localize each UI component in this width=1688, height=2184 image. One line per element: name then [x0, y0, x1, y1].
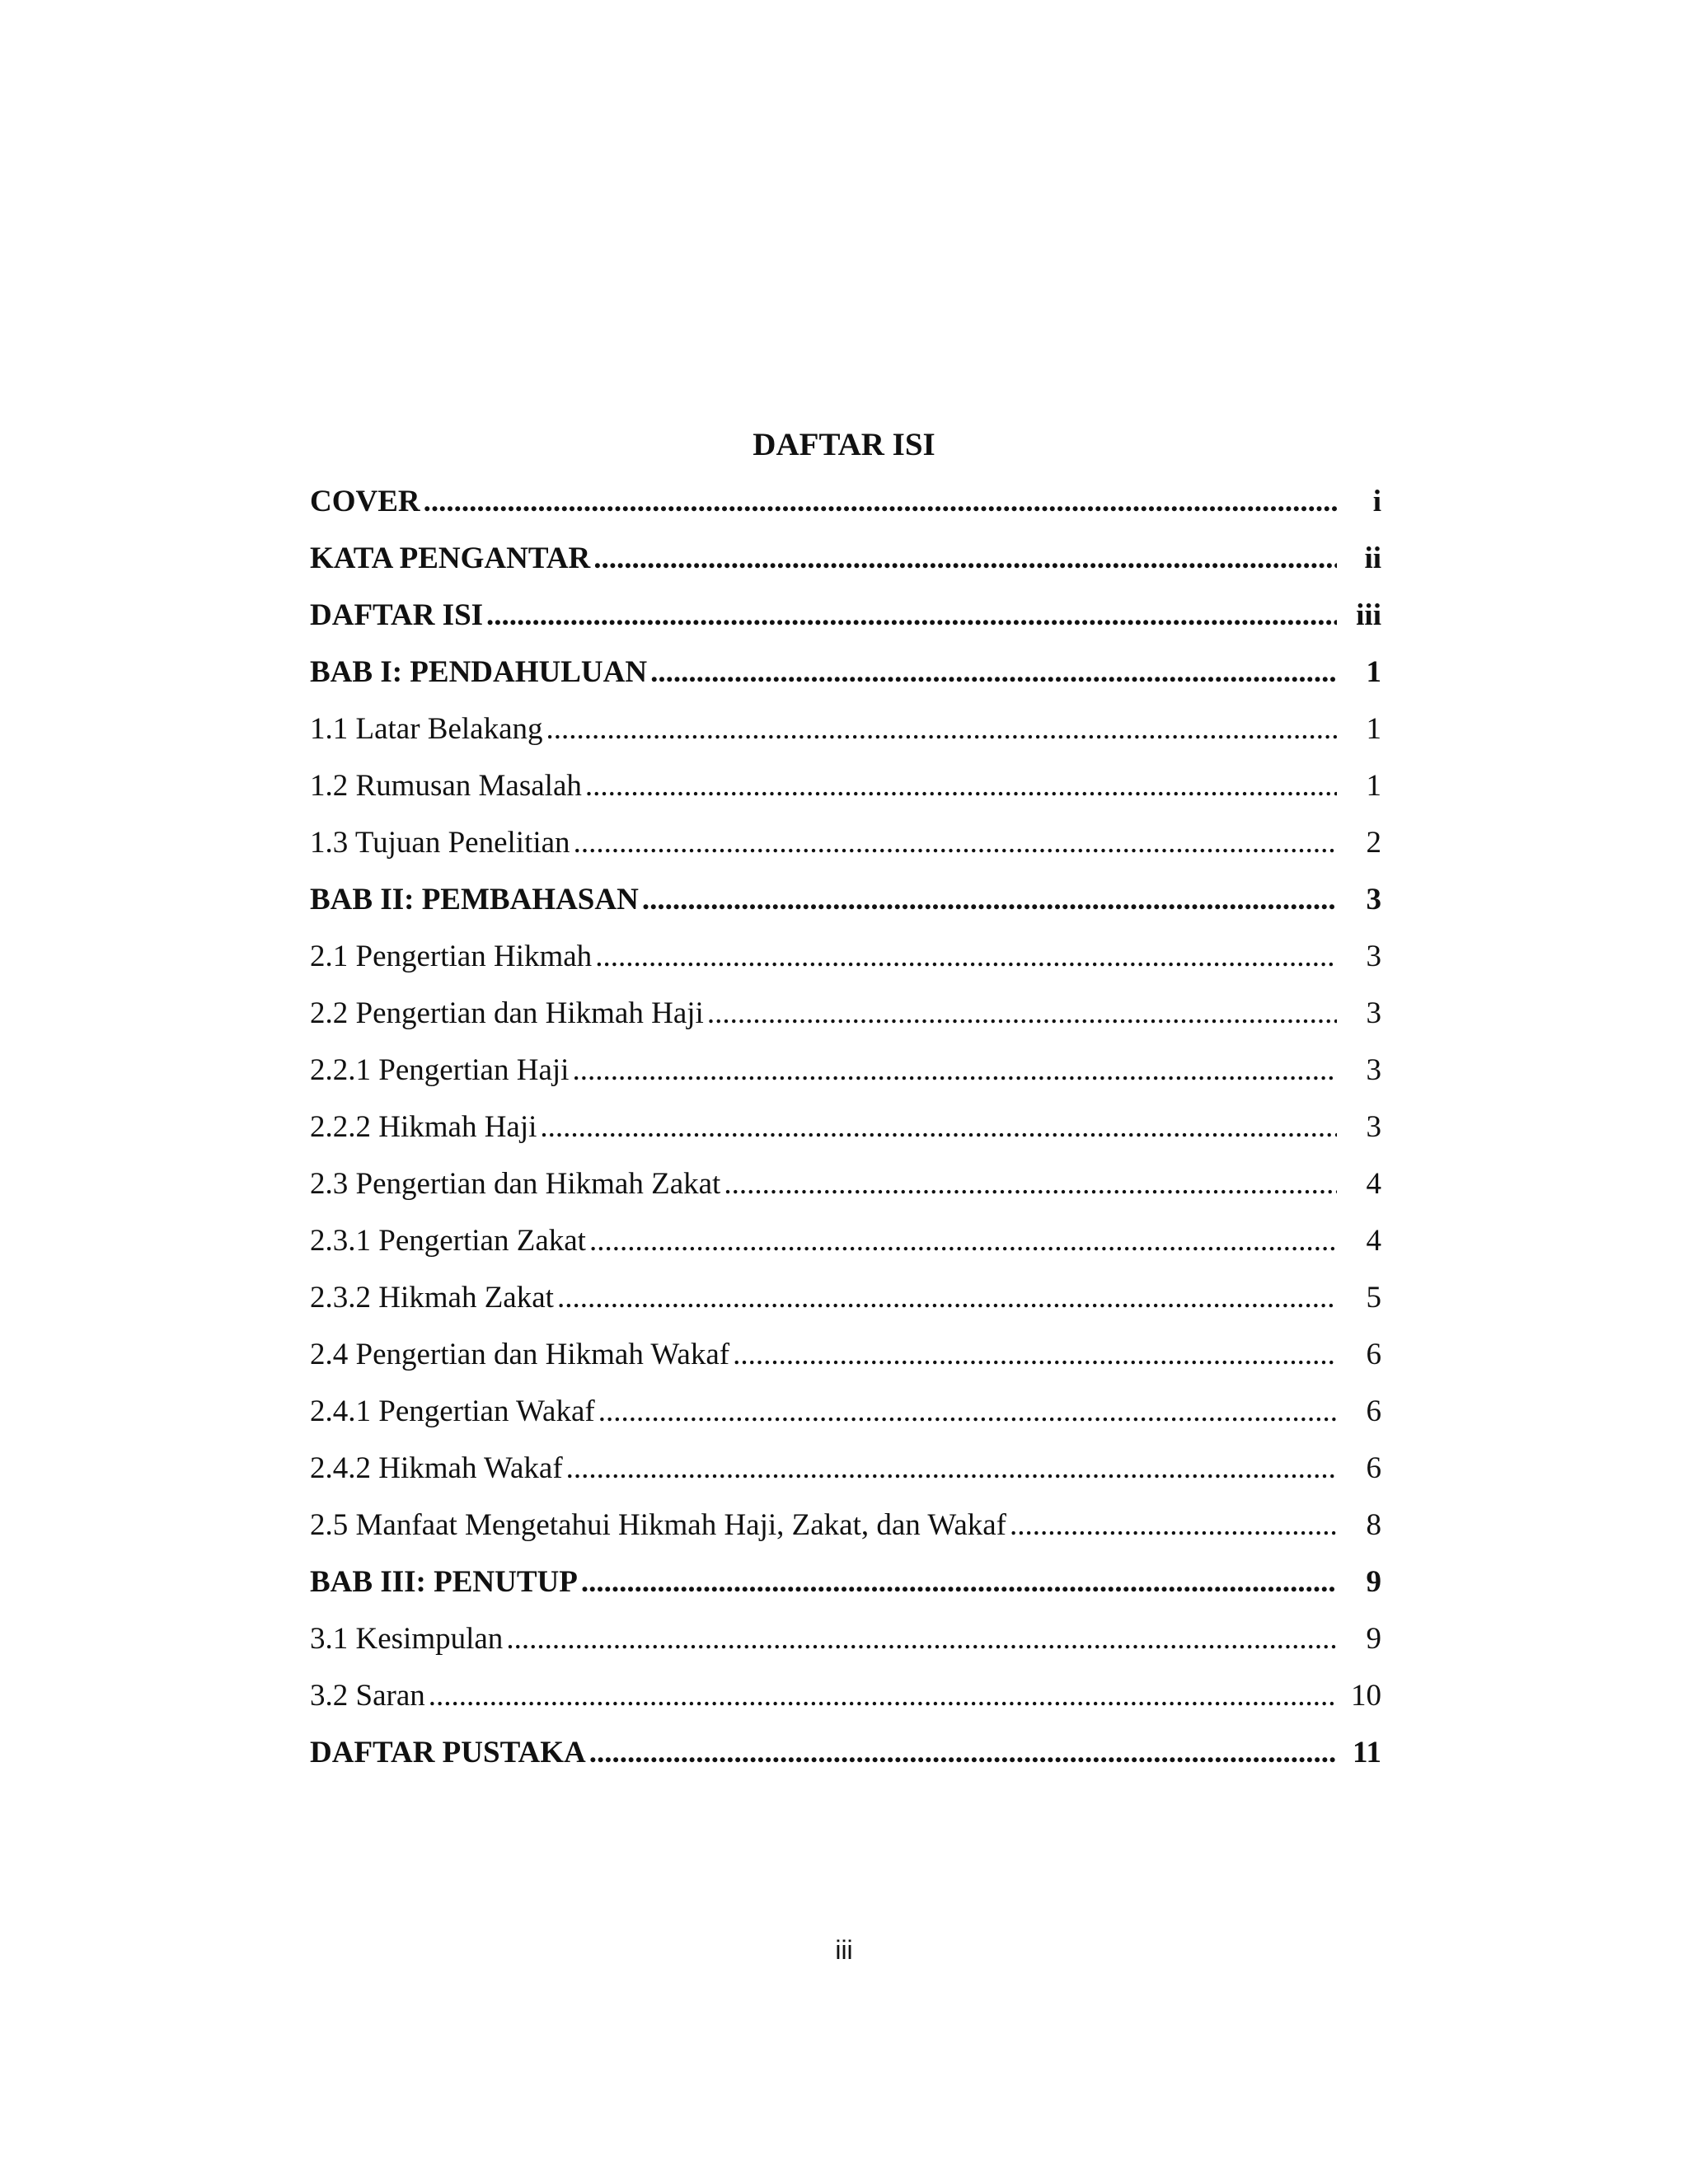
- toc-entry: [310, 1269, 1381, 1326]
- toc-entry-label: 1.3 Tujuan Penelitian: [310, 826, 570, 860]
- toc-entry-page: 2: [1366, 826, 1381, 860]
- toc-leader-dots: [733, 1326, 1337, 1383]
- toc-leader-dots: [585, 757, 1337, 814]
- toc-entry: [310, 1554, 1381, 1610]
- toc-entry: [310, 1724, 1381, 1781]
- toc-entry: [310, 1212, 1381, 1269]
- toc-entry-label: 2.2 Pengertian dan Hikmah Haji: [310, 996, 704, 1030]
- toc-entry-page: 1: [1366, 655, 1381, 689]
- toc-leader-dots: [574, 814, 1337, 871]
- toc-entry: [310, 814, 1381, 871]
- toc-entry-label: 2.2.1 Pengertian Haji: [310, 1053, 570, 1087]
- toc-leader-dots: [486, 587, 1337, 644]
- toc-list: [310, 473, 1381, 1781]
- page-number: iii: [835, 1935, 853, 1965]
- toc-entry: [310, 644, 1381, 701]
- toc-leader-dots: [424, 473, 1337, 530]
- toc-entry-page: i: [1372, 485, 1381, 518]
- toc-entry-label: 3.1 Kesimpulan: [310, 1622, 504, 1656]
- toc-entry-page: 6: [1366, 1451, 1381, 1485]
- toc-entry-label: 1.2 Rumusan Masalah: [310, 769, 582, 803]
- toc-entry: [310, 587, 1381, 644]
- toc-leader-dots: [724, 1155, 1337, 1212]
- toc-entry-page: 9: [1366, 1565, 1381, 1599]
- toc-entry: [310, 701, 1381, 757]
- toc-entry-label: KATA PENGANTAR: [310, 541, 591, 575]
- toc-entry: [310, 928, 1381, 985]
- toc-entry: [310, 1610, 1381, 1667]
- toc-entry-label: DAFTAR PUSTAKA: [310, 1736, 586, 1769]
- toc-entry: [310, 1440, 1381, 1497]
- toc-entry-page: 10: [1351, 1679, 1381, 1713]
- toc-entry-page: 9: [1366, 1622, 1381, 1656]
- toc-entry-page: 6: [1366, 1338, 1381, 1371]
- toc-entry-label: 2.2.2 Hikmah Haji: [310, 1110, 537, 1144]
- toc-leader-dots: [540, 1099, 1337, 1155]
- toc-entry-label: DAFTAR ISI: [310, 598, 484, 632]
- toc-entry-label: BAB III: PENUTUP: [310, 1565, 578, 1599]
- toc-leader-dots: [546, 701, 1337, 757]
- toc-leader-dots: [1010, 1497, 1337, 1554]
- toc-leader-dots: [593, 530, 1337, 587]
- toc-leader-dots: [595, 928, 1337, 985]
- toc-leader-dots: [650, 644, 1337, 701]
- toc-entry: [310, 1497, 1381, 1554]
- toc-entry: [310, 1667, 1381, 1724]
- toc-entry-page: 4: [1366, 1224, 1381, 1258]
- toc-entry: [310, 985, 1381, 1042]
- toc-entry: [310, 1099, 1381, 1155]
- toc-leader-dots: [506, 1610, 1337, 1667]
- toc-entry-page: 8: [1366, 1508, 1381, 1542]
- toc-entry-page: iii: [1356, 598, 1381, 632]
- toc-entry-page: 1: [1366, 769, 1381, 803]
- toc-entry: [310, 1042, 1381, 1099]
- toc-entry-label: 3.2 Saran: [310, 1679, 425, 1713]
- toc-entry-page: 5: [1366, 1281, 1381, 1315]
- toc-entry-label: 2.3.1 Pengertian Zakat: [310, 1224, 586, 1258]
- toc-entry: [310, 1383, 1381, 1440]
- toc-entry-page: 3: [1366, 940, 1381, 973]
- toc-entry: [310, 1155, 1381, 1212]
- toc-leader-dots: [557, 1269, 1337, 1326]
- toc-leader-dots: [589, 1212, 1337, 1269]
- toc-entry-page: 11: [1353, 1736, 1381, 1769]
- toc-leader-dots: [572, 1042, 1337, 1099]
- toc-leader-dots: [566, 1440, 1337, 1497]
- toc-leader-dots: [429, 1667, 1337, 1724]
- toc-entry-page: 3: [1366, 883, 1381, 916]
- toc-entry-label: 2.4.2 Hikmah Wakaf: [310, 1451, 563, 1485]
- toc-entry-page: 3: [1366, 1053, 1381, 1087]
- toc-entry: [310, 757, 1381, 814]
- toc-entry-label: 1.1 Latar Belakang: [310, 712, 543, 746]
- toc-entry-label: BAB II: PEMBAHASAN: [310, 883, 639, 916]
- toc-entry-label: 2.3.2 Hikmah Zakat: [310, 1281, 554, 1315]
- toc-entry-label: 2.5 Manfaat Mengetahui Hikmah Haji, Zakat, dan Wakaf: [310, 1508, 1007, 1542]
- toc-entry: [310, 530, 1381, 587]
- toc-entry-page: 1: [1366, 712, 1381, 746]
- toc-entry-label: 2.4.1 Pengertian Wakaf: [310, 1394, 595, 1428]
- toc-leader-dots: [598, 1383, 1337, 1440]
- toc-entry-label: BAB I: PENDAHULUAN: [310, 655, 648, 689]
- toc-entry-page: 6: [1366, 1394, 1381, 1428]
- toc-entry-page: 3: [1366, 1110, 1381, 1144]
- toc-leader-dots: [707, 985, 1337, 1042]
- toc-entry: [310, 1326, 1381, 1383]
- toc-leader-dots: [642, 871, 1337, 928]
- toc-entry-page: ii: [1364, 541, 1381, 575]
- toc-entry-label: 2.1 Pengertian Hikmah: [310, 940, 593, 973]
- toc-entry-label: 2.3 Pengertian dan Hikmah Zakat: [310, 1167, 721, 1201]
- toc-entry-label: COVER: [310, 485, 420, 518]
- toc-title: DAFTAR ISI: [753, 427, 935, 462]
- toc-entry-page: 3: [1366, 996, 1381, 1030]
- toc-entry: [310, 871, 1381, 928]
- toc-entry-label: 2.4 Pengertian dan Hikmah Wakaf: [310, 1338, 730, 1371]
- toc-entry-page: 4: [1366, 1167, 1381, 1201]
- toc-entry: [310, 473, 1381, 530]
- toc-leader-dots: [581, 1554, 1337, 1610]
- toc-leader-dots: [589, 1724, 1337, 1781]
